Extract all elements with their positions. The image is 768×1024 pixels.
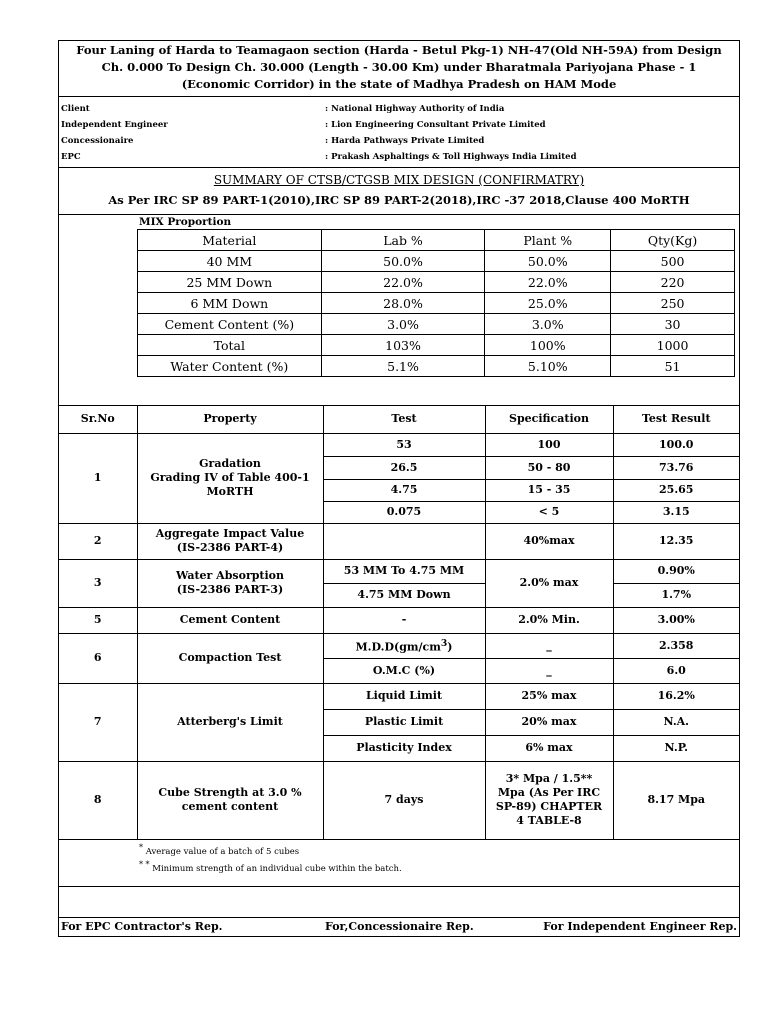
spec-line: Mpa (As Per IRC <box>497 786 601 800</box>
mix-header-cell: Material <box>138 230 322 251</box>
mdd-close: ) <box>447 640 453 654</box>
mix-cell: 50.0% <box>321 251 485 272</box>
sieve-size-cell: 53 <box>323 433 485 456</box>
spec-cell: 2.0% max <box>485 559 613 607</box>
property-cell: Compaction Test <box>137 633 323 683</box>
test-cell: - <box>323 607 485 633</box>
spec-cell: 6% max <box>485 735 613 761</box>
sr-no-cell: 1 <box>59 433 137 523</box>
title-line: Four Laning of Harda to Teamagaon section (Harda - Betul Pkg-1) NH-47(Old NH-59A) from Design <box>76 43 722 57</box>
mix-proportion-section <box>59 215 739 406</box>
footnotes <box>59 840 739 887</box>
sr-no-cell: 6 <box>59 633 137 683</box>
property-line: Cube Strength at 3.0 % <box>158 786 302 800</box>
compaction-row <box>59 633 739 658</box>
footnote <box>139 860 402 874</box>
spec-cell: 40%max <box>485 523 613 559</box>
mix-cell: 100% <box>485 335 611 356</box>
party-row-client <box>61 101 739 117</box>
test-cell: Liquid Limit <box>323 683 485 709</box>
sr-no-cell: 3 <box>59 559 137 607</box>
mix-row <box>138 314 735 335</box>
property-cell: Cement Content <box>137 607 323 633</box>
gradation-row <box>59 433 739 456</box>
mix-cell: Cement Content (%) <box>138 314 322 335</box>
mix-cell: 3.0% <box>321 314 485 335</box>
footnote-mark: * * <box>139 860 150 869</box>
spec-cell: 100 <box>485 433 613 456</box>
mix-cell: 1000 <box>611 335 735 356</box>
parties-block <box>59 97 739 168</box>
spec-cell: _ <box>485 658 613 683</box>
property-line: cement content <box>181 800 279 814</box>
cube-property-cell <box>137 761 323 839</box>
spec-line: SP-89) CHAPTER <box>495 800 603 814</box>
test-cell: O.M.C (%) <box>323 658 485 683</box>
header-cell-specification: Specification <box>485 406 613 433</box>
footnote-mark: * <box>139 843 143 852</box>
property-line: Aggregate Impact Value <box>155 527 305 540</box>
sr-no-cell: 7 <box>59 683 137 761</box>
mix-cell: 25.0% <box>485 293 611 314</box>
mix-row <box>138 335 735 356</box>
mix-row <box>138 356 735 377</box>
result-cell: 16.2% <box>613 683 739 709</box>
party-value: : Harda Pathways Private Limited <box>325 136 485 146</box>
result-cell: 25.65 <box>613 479 739 501</box>
mix-cell: 220 <box>611 272 735 293</box>
property-header-row <box>59 406 739 433</box>
project-title <box>59 41 739 97</box>
property-section <box>59 406 739 840</box>
test-cell: Plastic Limit <box>323 709 485 735</box>
mix-proportion-label: MIX Proportion <box>139 216 232 228</box>
cube-spec-cell <box>485 761 613 839</box>
water-absorption-row <box>59 559 739 583</box>
party-row-concessionaire <box>61 133 739 149</box>
signature-concessionaire: For,Concessionaire Rep. <box>325 920 474 933</box>
sr-no-cell: 5 <box>59 607 137 633</box>
test-cell: 4.75 MM Down <box>323 583 485 607</box>
footnote <box>139 843 299 857</box>
title-line: Ch. 0.000 To Design Ch. 30.000 (Length - 30.00 Km) under Bharatmala Pariyojana Phase - 1 <box>101 60 697 74</box>
spec-line: 3* Mpa / 1.5** <box>505 772 593 786</box>
mix-cell: Total <box>138 335 322 356</box>
header-cell-srno: Sr.No <box>59 406 137 433</box>
mix-design-sheet <box>58 40 740 937</box>
mix-cell: 30 <box>611 314 735 335</box>
result-cell: 6.0 <box>613 658 739 683</box>
mix-header-cell: Lab % <box>321 230 485 251</box>
spec-cell: 50 - 80 <box>485 456 613 479</box>
test-cell: 7 days <box>323 761 485 839</box>
sieve-size-cell: 0.075 <box>323 501 485 523</box>
property-line: (IS-2386 PART-3) <box>176 583 284 596</box>
test-cell: Plasticity Index <box>323 735 485 761</box>
party-label: Independent Engineer <box>61 120 168 130</box>
property-line: Grading IV of Table 400-1 <box>150 471 310 484</box>
mix-header-cell: Plant % <box>485 230 611 251</box>
party-label: EPC <box>61 152 81 162</box>
mix-header-row <box>138 230 735 251</box>
result-cell: N.A. <box>613 709 739 735</box>
mix-proportion-table <box>137 229 735 377</box>
result-cell: 2.358 <box>613 633 739 658</box>
mix-cell: 40 MM <box>138 251 322 272</box>
party-value: : National Highway Authority of India <box>325 104 505 114</box>
result-cell: 3.15 <box>613 501 739 523</box>
spec-cell: 20% max <box>485 709 613 735</box>
party-label: Concessionaire <box>61 136 134 146</box>
mix-cell: 103% <box>321 335 485 356</box>
cement-content-row <box>59 607 739 633</box>
mix-cell: 22.0% <box>485 272 611 293</box>
property-line: Gradation <box>199 457 261 470</box>
result-cell: 12.35 <box>613 523 739 559</box>
result-cell: 8.17 Mpa <box>613 761 739 839</box>
mix-cell: 28.0% <box>321 293 485 314</box>
result-cell: 3.00% <box>613 607 739 633</box>
result-cell: 1.7% <box>613 583 739 607</box>
property-line: Water Absorption <box>175 569 285 582</box>
spec-cell: 25% max <box>485 683 613 709</box>
mix-cell: 51 <box>611 356 735 377</box>
header-cell-result: Test Result <box>613 406 739 433</box>
header-cell-test: Test <box>323 406 485 433</box>
party-value: : Prakash Asphaltings & Toll Highways India Limited <box>325 152 577 162</box>
mix-cell: Water Content (%) <box>138 356 322 377</box>
spec-line: 4 TABLE-8 <box>516 814 582 828</box>
result-cell: N.P. <box>613 735 739 761</box>
summary-subheading: As Per IRC SP 89 PART-1(2010),IRC SP 89 PART-2(2018),IRC -37 2018,Clause 400 MoRTH <box>108 193 690 207</box>
mix-header-cell: Qty(Kg) <box>611 230 735 251</box>
spec-cell: _ <box>485 633 613 658</box>
property-cell: Atterberg's Limit <box>137 683 323 761</box>
footnote-text: Average value of a batch of 5 cubes <box>145 846 300 857</box>
property-line: MoRTH <box>206 485 254 498</box>
mix-row <box>138 251 735 272</box>
test-cell: 53 MM To 4.75 MM <box>323 559 485 583</box>
mix-row <box>138 293 735 314</box>
mix-cell: 5.1% <box>321 356 485 377</box>
mix-cell: 3.0% <box>485 314 611 335</box>
header-cell-property: Property <box>137 406 323 433</box>
signature-row <box>59 918 739 936</box>
party-value: : Lion Engineering Consultant Private Limited <box>325 120 546 130</box>
sr-no-cell: 8 <box>59 761 137 839</box>
signature-epc: For EPC Contractor's Rep. <box>61 920 223 933</box>
cube-strength-row <box>59 761 739 839</box>
result-cell: 0.90% <box>613 559 739 583</box>
summary-heading: SUMMARY OF CTSB/CTGSB MIX DESIGN (CONFIRMATRY) <box>213 173 585 187</box>
mix-cell: 5.10% <box>485 356 611 377</box>
property-line: (IS-2386 PART-4) <box>176 541 284 554</box>
title-line: (Economic Corridor) in the state of Madhya Pradesh on HAM Mode <box>181 77 617 91</box>
mix-row <box>138 272 735 293</box>
test-cell <box>323 523 485 559</box>
footnote-text: Minimum strength of an individual cube within the batch. <box>152 863 402 874</box>
property-table <box>59 406 739 839</box>
party-row-epc <box>61 149 739 165</box>
party-label: Client <box>61 104 90 114</box>
mix-cell: 250 <box>611 293 735 314</box>
aiv-row <box>59 523 739 559</box>
result-cell: 100.0 <box>613 433 739 456</box>
party-row-independent-engineer <box>61 117 739 133</box>
sieve-size-cell: 4.75 <box>323 479 485 501</box>
mix-cell: 500 <box>611 251 735 272</box>
mix-cell: 22.0% <box>321 272 485 293</box>
mix-cell: 50.0% <box>485 251 611 272</box>
signature-independent-engineer: For Independent Engineer Rep. <box>543 920 737 933</box>
mdd-superscript: 3 <box>440 637 448 649</box>
water-absorption-property-cell <box>137 559 323 607</box>
mix-cell: 6 MM Down <box>138 293 322 314</box>
aiv-property-cell <box>137 523 323 559</box>
spec-cell: < 5 <box>485 501 613 523</box>
summary-block <box>59 168 739 215</box>
result-cell: 73.76 <box>613 456 739 479</box>
spec-cell: 15 - 35 <box>485 479 613 501</box>
mdd-test-label: M.D.D(gm/cm <box>355 640 441 654</box>
blank-signature-space <box>59 887 739 918</box>
spec-cell: 2.0% Min. <box>485 607 613 633</box>
atterberg-row <box>59 683 739 709</box>
mix-cell: 25 MM Down <box>138 272 322 293</box>
sr-no-cell: 2 <box>59 523 137 559</box>
mdd-test-cell <box>323 633 485 658</box>
sieve-size-cell: 26.5 <box>323 456 485 479</box>
gradation-property-cell <box>137 433 323 523</box>
